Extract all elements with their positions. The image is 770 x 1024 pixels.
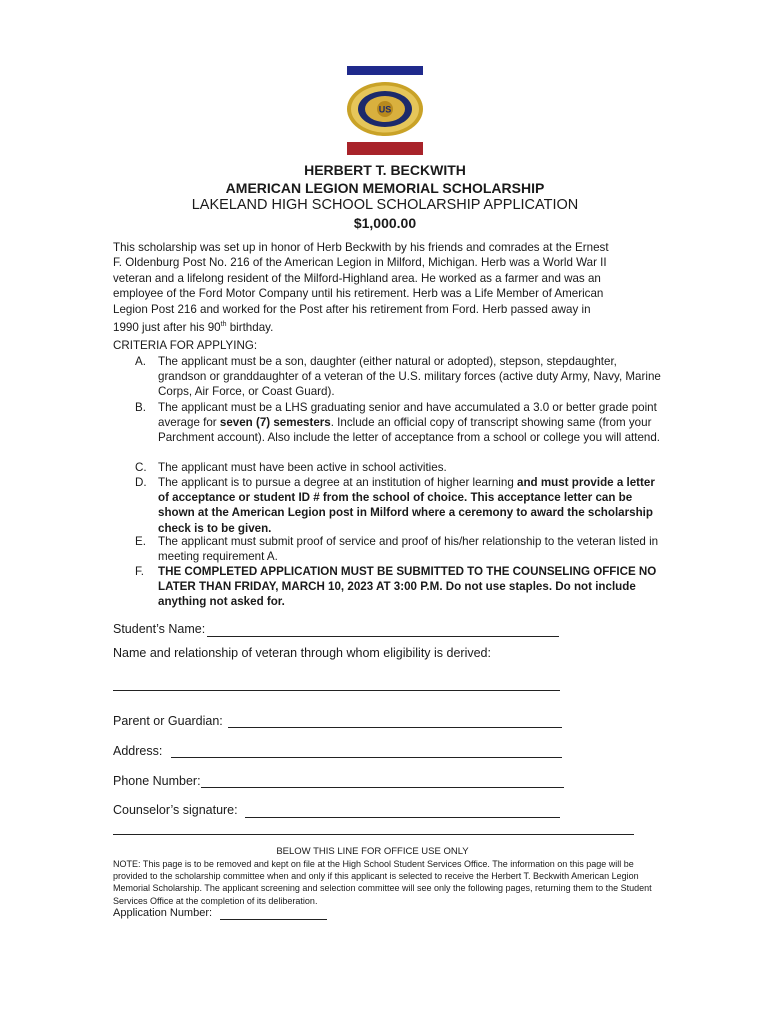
application-number-line[interactable] [220,919,327,920]
parent-guardian-label: Parent or Guardian: [113,714,223,728]
address-label: Address: [113,744,163,758]
veteran-name-label: Name and relationship of veteran through whom eligibility is derived: [113,646,491,660]
application-number-label: Application Number: [113,907,213,919]
title-scholarship: AMERICAN LEGION MEMORIAL SCHOLARSHIP [225,180,545,196]
phone-label: Phone Number: [113,774,201,788]
title-application: LAKELAND HIGH SCHOOL SCHOLARSHIP APPLICATION [191,197,579,213]
veteran-name-line[interactable] [113,690,560,691]
application-page: US HERBERT T. BECKWITH AMERICAN LEGION MEMORIAL SCHOLARSHIP LAKELAND HIGH SCHOOL SCHOLARSHIP APPLICATION $1,000.00 This scholarship was set up in honor of Herb Beckwith by his friends and comrades at the Ernest F. Oldenburg Post No. 216 of the American Legion in Milford, Michigan. Herb was a World War II veteran and a lifelong resident of the Milford-Highland area. He worked as a farmer and was an employee of the Ford Motor Company until his retirement. Herb was a Life Member of American Legion Post 216 and worked for the Post after his retirement from Ford. Herb passed away in 1990 just after his 90th birthday. CRITERIA FOR APPLYING: A. The applicant must be a son, daughter (either natural or adopted), stepson, stepdaughter, grandson or granddaughter of a veteran of the U.S. military forces (active duty Army, Navy, Marine Corps, Air Force, or Coast Guard). B. The applicant must be a LHS graduating senior and have accumulated a 3.0 or better grade point average for seven (7) semesters. Include an official copy of transcript showing same (from your Parchment account). Also include the letter of acceptance from a school or college you will attend. C. The applicant must have been active in school activities. D. The applicant is to pursue a degree at an institution of higher learning and must provide a letter of acceptance or student ID # from the school of choice. This acceptance letter can be shown at the American Legion post in Milford where a ceremony to award the scholarship check is to be given. E. The applicant must submit proof of service and proof of his/her relationship to the veteran listed in meeting requirement A. F. THE COMPLETED APPLICATION MUST BE SUBMITTED TO THE COUNSELING OFFICE NO LATER THAN FRIDAY, MARCH 10, 2023 AT 3:00 P.M. Do not use staples. Do not include anything not asked for. Student’s Name: Name and relationship of veteran through whom eligibility is derived: Parent or Guardian: Address: Phone Number: Counselor’s signature: BELOW THIS LINE FOR OFFICE USE ONLY NOTE: This page is to be removed and kept on file at the High School Student Services Office. The information on this page will be provided to the scholarship committee when and only if this applicant is selected to receive the Herbert T. Beckwith American Legion Memorial Scholarship. The applicant screening and selection committee will see only the following pages, returning them to the Student Services Office at the completion of its deliberation. Application Number: [0,0,770,1024]
intro-line: 1990 just after his 90th birthday. [113,320,274,334]
intro-line: Legion Post 216 and worked for the Post after his retirement from Ford. Herb passed away in [113,302,591,316]
phone-line[interactable] [201,787,564,788]
intro-line: veteran and a lifelong resident of the Milford-Highland area. He worked as a farmer and was an [113,271,601,285]
intro-line: F. Oldenburg Post No. 216 of the American Legion in Milford, Michigan. Herb was a World War II [113,256,607,270]
office-use-divider [113,834,634,835]
office-note: NOTE: This page is to be removed and kept on file at the High School Student Services Office. The information on this page will be provided to the scholarship committee when and only if this applicant is selected to receive the Herbert T. Beckwith American Legion Memorial Scholarship. The applicant screening and selection committee will see only the following pages, returning them to the Student Services Office at the completion of its deliberation. [113,859,652,906]
intro-line: employee of the Ford Motor Company until his retirement. Herb was a Life Member of American [113,287,604,301]
title-name: HERBERT T. BECKWITH [304,162,466,178]
counselor-signature-label: Counselor’s signature: [113,803,238,817]
emblem-us-text: US [378,104,392,115]
title-amount: $1,000.00 [353,215,417,231]
address-line[interactable] [171,757,562,758]
parent-guardian-line[interactable] [228,727,562,728]
american-legion-emblem [345,66,425,158]
student-name-label: Student’s Name: [113,622,206,636]
student-name-line[interactable] [207,636,559,637]
intro-line: This scholarship was set up in honor of Herb Beckwith by his friends and comrades at the Ernest [113,241,609,254]
emblem-red-bar [347,142,423,155]
intro-paragraph [113,240,658,335]
emblem-blue-bar [347,66,423,75]
legion-medal-icon [345,80,425,138]
criteria-title: CRITERIA FOR APPLYING: [113,339,258,352]
counselor-signature-line[interactable] [245,817,560,818]
office-use-label: BELOW THIS LINE FOR OFFICE USE ONLY [276,846,469,857]
